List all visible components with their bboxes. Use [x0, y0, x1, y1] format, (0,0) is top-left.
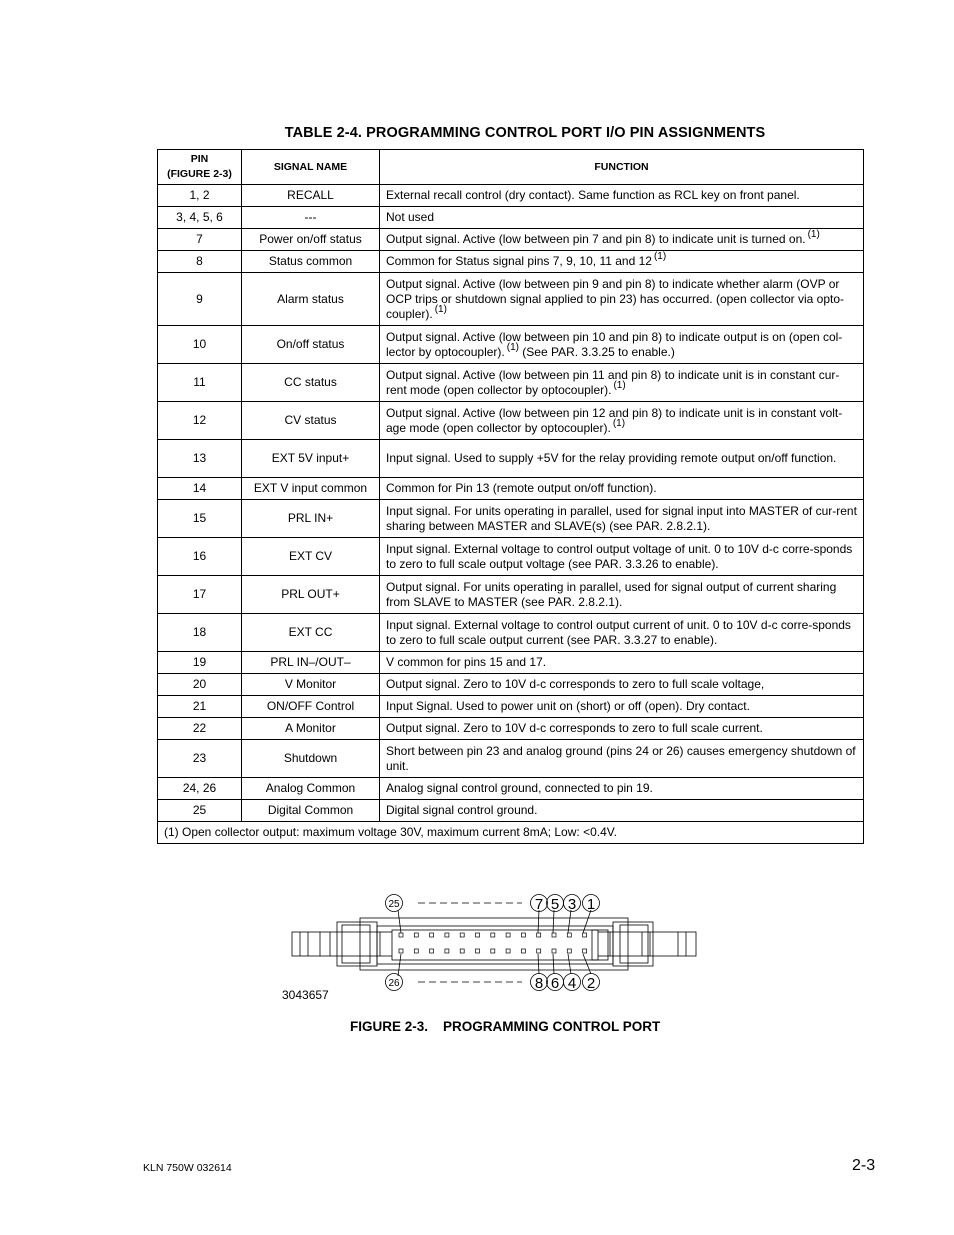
pin-cell: 13: [158, 440, 242, 478]
pin-cell: 18: [158, 614, 242, 652]
table-row: [158, 576, 864, 614]
function-text: Short between pin 23 and analog ground (pins 24 or 26) causes emergency shutdown of unit.: [386, 743, 856, 773]
function-cell: [380, 696, 864, 718]
connector-pin: [506, 933, 510, 937]
footnote-reference: (1): [653, 251, 667, 262]
pin-cell: 15: [158, 500, 242, 538]
function-cell: [380, 251, 864, 273]
signal-name-cell: A Monitor: [242, 718, 380, 740]
connector-pin: [583, 949, 587, 953]
connector-pin: [567, 949, 571, 953]
function-text: Analog signal control ground, connected to pin 19.: [386, 781, 653, 795]
function-text: Output signal. Active (low between pin 9 and pin 8) to indicate whether alarm (OVP or OCP trips or shutdown signal applied to pin 23) has occurred. (open collector via opto-coupler).: [386, 276, 845, 321]
function-cell: [380, 538, 864, 576]
pin-assignment-table: [157, 149, 864, 844]
pin-cell: 3, 4, 5, 6: [158, 207, 242, 229]
footnote-reference: (1): [612, 417, 626, 429]
label-pin-25: 25: [388, 899, 400, 910]
function-text: Input signal. Used to supply +5V for the relay providing remote output on/off function.: [386, 451, 837, 465]
pin-cell: 10: [158, 326, 242, 364]
connector-pin: [460, 933, 464, 937]
table-row: [158, 778, 864, 800]
label-pin-1: 1: [586, 896, 596, 913]
connector-pin: [491, 933, 495, 937]
pin-cell: 12: [158, 402, 242, 440]
connector-pin: [414, 949, 418, 953]
label-pin-6: 6: [550, 975, 560, 992]
function-text: Output signal. Active (low between pin 7 and pin 8) to indicate unit is turned on.: [386, 232, 806, 246]
footnote-row: [158, 822, 864, 844]
pin-cell: 23: [158, 740, 242, 778]
function-text: Output signal. Active (low between pin 10 and pin 8) to indicate output is on (open col-lector by optocoupler).: [386, 329, 843, 359]
label-pin-3: 3: [567, 896, 577, 913]
connector-pin: [414, 933, 418, 937]
figure-caption: FIGURE 2-3. PROGRAMMING CONTROL PORT: [350, 1019, 661, 1034]
pin-cell: 11: [158, 364, 242, 402]
function-cell: [380, 614, 864, 652]
function-text: Output signal. Active (low between pin 11 and pin 8) to indicate unit is in constant cur-rent mode (open collector by optocoupler).: [386, 367, 840, 397]
pin-cell: 16: [158, 538, 242, 576]
signal-name-cell: EXT V input common: [242, 478, 380, 500]
table-header-row: [158, 150, 864, 185]
table-row: [158, 500, 864, 538]
table-row: [158, 538, 864, 576]
signal-name-cell: ON/OFF Control: [242, 696, 380, 718]
signal-name-cell: PRL IN+: [242, 500, 380, 538]
left-latch-shape: [292, 932, 380, 956]
table-footnote: (1) Open collector output: maximum voltage 30V, maximum current 8mA; Low: <0.4V.: [158, 822, 864, 844]
signal-name-cell: CC status: [242, 364, 380, 402]
footnote-reference: (1): [807, 229, 820, 240]
label-pin-7: 7: [534, 896, 544, 913]
connector-pin: [506, 949, 510, 953]
connector-pin: [430, 949, 434, 953]
label-pin-26: 26: [388, 978, 400, 989]
pin-cell: 21: [158, 696, 242, 718]
pin-cell: 14: [158, 478, 242, 500]
connector-pin: [552, 949, 556, 953]
signal-name-cell: EXT CC: [242, 614, 380, 652]
signal-name-cell: EXT CV: [242, 538, 380, 576]
signal-name-cell: PRL OUT+: [242, 576, 380, 614]
function-cell: [380, 778, 864, 800]
header-signal-name: SIGNAL NAME: [242, 150, 380, 185]
function-cell: [380, 718, 864, 740]
header-pin: PIN (FIGURE 2-3): [158, 150, 242, 185]
function-text: Common for Status signal pins 7, 9, 10, 11 and 12: [386, 254, 652, 268]
label-pin-8: 8: [534, 975, 544, 992]
table-row: [158, 364, 864, 402]
signal-name-cell: ---: [242, 207, 380, 229]
footnote-reference: (1): [506, 341, 519, 353]
function-text-continued: (See PAR. 3.3.25 to enable.): [518, 344, 675, 359]
pin-cell: 17: [158, 576, 242, 614]
function-text: Output signal. Zero to 10V d-c corresponds to zero to full scale voltage,: [386, 677, 765, 691]
connector-pin: [445, 949, 449, 953]
function-text: Output signal. Active (low between pin 12 and pin 8) to indicate unit is in constant volt-age mode (open collector by optocoupler).: [386, 405, 843, 435]
label-pin-2: 2: [586, 975, 596, 992]
table-row: [158, 402, 864, 440]
header-function: FUNCTION: [380, 150, 864, 185]
connector-diagram: [280, 888, 710, 1008]
signal-name-cell: Alarm status: [242, 273, 380, 326]
connector-pin: [460, 949, 464, 953]
table-row: [158, 440, 864, 478]
table-row: [158, 251, 864, 273]
connector-pin: [537, 933, 541, 937]
pin-cell: 19: [158, 652, 242, 674]
table-row: [158, 800, 864, 822]
connector-pin: [476, 933, 480, 937]
connector-pin: [445, 933, 449, 937]
function-cell: [380, 500, 864, 538]
pin-cell: 1, 2: [158, 185, 242, 207]
signal-name-cell: V Monitor: [242, 674, 380, 696]
function-cell: [380, 440, 864, 478]
table-row: [158, 185, 864, 207]
function-text: Input signal. For units operating in parallel, used for signal input into MASTER of cur-rent sharing between MASTER and SLAVE(s) (see PAR. 2.8.2.1).: [386, 503, 857, 533]
function-cell: [380, 229, 864, 251]
table-row: [158, 207, 864, 229]
function-cell: [380, 478, 864, 500]
function-text: V common for pins 15 and 17.: [386, 655, 547, 669]
pin-cell: 24, 26: [158, 778, 242, 800]
function-text: External recall control (dry contact). Same function as RCL key on front panel.: [386, 188, 800, 202]
pin-cell: 9: [158, 273, 242, 326]
function-text: Output signal. Zero to 10V d-c corresponds to zero to full scale current.: [386, 721, 763, 735]
programming-control-port-figure: [280, 888, 710, 1008]
signal-name-cell: Analog Common: [242, 778, 380, 800]
connector-pin: [476, 949, 480, 953]
table-row: [158, 674, 864, 696]
signal-name-cell: EXT 5V input+: [242, 440, 380, 478]
function-cell: [380, 674, 864, 696]
footer-page-number: 2-3: [852, 1157, 876, 1174]
connector-pin: [537, 949, 541, 953]
table-row: [158, 478, 864, 500]
connector-pin: [583, 933, 587, 937]
function-text: Output signal. For units operating in parallel, used for signal output of current sharing from SLAVE to MASTER (see PAR. 2.8.2.1).: [386, 579, 837, 609]
function-cell: [380, 740, 864, 778]
table-row: [158, 229, 864, 251]
signal-name-cell: Status common: [242, 251, 380, 273]
function-text: Common for Pin 13 (remote output on/off function).: [386, 481, 657, 495]
signal-name-cell: Digital Common: [242, 800, 380, 822]
footnote-reference: (1): [434, 303, 447, 315]
function-cell: [380, 652, 864, 674]
label-pin-4: 4: [567, 975, 577, 992]
table-row: [158, 326, 864, 364]
connector-pin: [552, 933, 556, 937]
pin-cell: 22: [158, 718, 242, 740]
function-text: Input signal. External voltage to control output voltage of unit. 0 to 10V d-c corre-sponds to zero to full scale output voltage (see PAR. 3.3.26 to enable).: [386, 541, 853, 571]
connector-pin: [521, 949, 525, 953]
function-cell: [380, 402, 864, 440]
signal-name-cell: PRL IN–/OUT–: [242, 652, 380, 674]
function-cell: [380, 207, 864, 229]
function-cell: [380, 364, 864, 402]
footer-document-id: KLN 750W 032614: [143, 1162, 232, 1174]
table-row: [158, 696, 864, 718]
table-row: [158, 718, 864, 740]
function-text: Not used: [386, 210, 435, 224]
connector-pin: [567, 933, 571, 937]
signal-name-cell: CV status: [242, 402, 380, 440]
connector-pin: [430, 933, 434, 937]
signal-name-cell: Power on/off status: [242, 229, 380, 251]
connector-pin: [491, 949, 495, 953]
table-row: [158, 652, 864, 674]
pin-cell: 25: [158, 800, 242, 822]
function-cell: [380, 800, 864, 822]
pin-cell: 20: [158, 674, 242, 696]
table-title: TABLE 2-4. PROGRAMMING CONTROL PORT I/O PIN ASSIGNMENTS: [284, 125, 766, 141]
table-row: [158, 740, 864, 778]
label-pin-5: 5: [550, 896, 560, 913]
signal-name-cell: Shutdown: [242, 740, 380, 778]
connector-pin: [399, 949, 403, 953]
connector-pin: [521, 933, 525, 937]
pin-cell: 8: [158, 251, 242, 273]
footnote-reference: (1): [613, 379, 626, 391]
function-cell: [380, 273, 864, 326]
pin-cell: 7: [158, 229, 242, 251]
signal-name-cell: RECALL: [242, 185, 380, 207]
connector-pin: [399, 933, 403, 937]
function-cell: [380, 326, 864, 364]
drawing-number: 3043657: [282, 988, 329, 1002]
signal-name-cell: On/off status: [242, 326, 380, 364]
function-cell: [380, 576, 864, 614]
table-row: [158, 614, 864, 652]
function-text: Input Signal. Used to power unit on (short) or off (open). Dry contact.: [386, 699, 750, 713]
table-row: [158, 273, 864, 326]
function-text: Input signal. External voltage to control output current of unit. 0 to 10V d-c corre-sponds to zero to full scale output current (see PAR. 3.3.27 to enable).: [386, 617, 851, 647]
function-text: Digital signal control ground.: [386, 803, 538, 817]
function-cell: [380, 185, 864, 207]
